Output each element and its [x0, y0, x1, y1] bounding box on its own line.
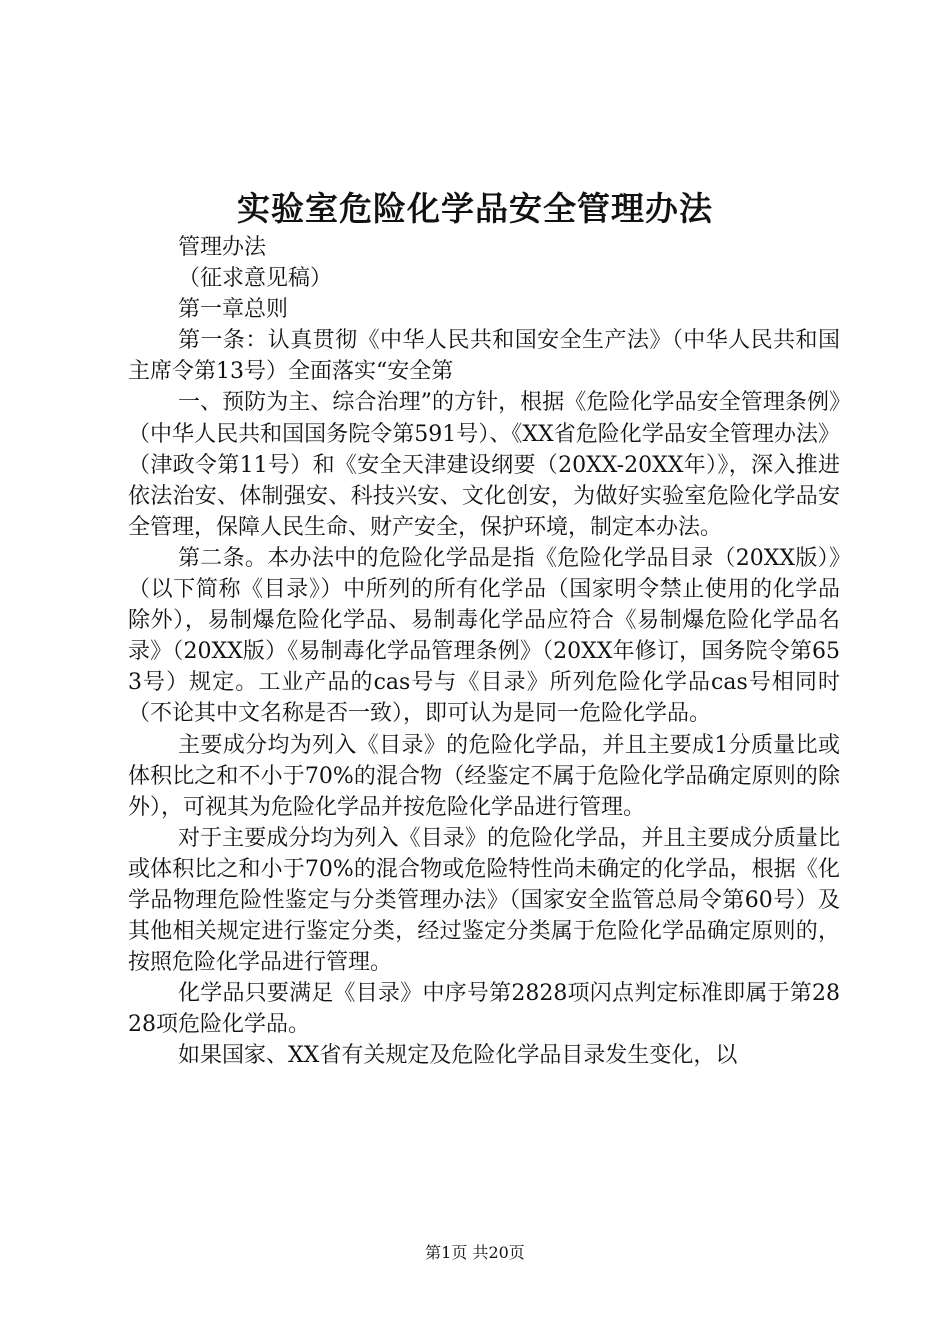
paragraph-flashpoint-rule: 化学品只要满足《目录》中序号第2828项闪点判定标准即属于第2828项危险化学品。 — [128, 981, 840, 1038]
paragraph-draft-note: （征求意见稿） — [178, 266, 333, 292]
document-title: 实验室危险化学品安全管理办法 — [237, 189, 713, 228]
paragraph-article-1-cont: 一、预防为主、综合治理”的方针，根据《危险化学品安全管理条例》（中华人民共和国国务院令第591号）、《XX省危险化学品安全管理办法》（津政令第11号）和《安全天津建设纲要（20XX-20XX年）》，深入推进依法治安、体制强安、科技兴安、文化创安，为做好实验室危险化学品安全管理，保障人民生命、财产安全，保护环境，制定本办法。 — [128, 390, 840, 540]
paragraph-mixture-identification: 对于主要成分均为列入《目录》的危险化学品，并且主要成分质量比或体积比之和小于70%的混合物或危险特性尚未确定的化学品，根据《化学品物理危险性鉴定与分类管理办法》（国家安全监管总局令第60号）及其他相关规定进行鉴定分类，经过鉴定分类属于危险化学品确定原则的，按照危险化学品进行管理。 — [128, 825, 840, 976]
paragraph-article-2: 第二条。本办法中的危险化学品是指《危险化学品目录（20XX版）》（以下简称《目录》）中所列的所有化学品（国家明令禁止使用的化学品除外），易制爆危险化学品、易制毒化学品应符合《易制爆危险化学品名录》（20XX版）《易制毒化学品管理条例》（20XX年修订，国务院令第653号）规定。工业产品的cas号与《目录》所列危险化学品cas号相同时（不论其中文名称是否一致），即可认为是同一危险化学品。 — [128, 545, 840, 727]
paragraph-regulation-change: 如果国家、XX省有关规定及危险化学品目录发生变化，以 — [178, 1043, 738, 1069]
paragraph-article-1: 第一条：认真贯彻《中华人民共和国安全生产法》（中华人民共和国主席令第13号）全面落实“安全第 — [128, 328, 840, 385]
paragraph-heading: 管理办法 — [178, 235, 267, 260]
document-body — [128, 232, 840, 1072]
paragraph-chapter-title: 第一章总则 — [178, 297, 289, 323]
paragraph-mixture-rule: 主要成分均为列入《目录》的危险化学品，并且主要成1分质量比或体积比之和不小于70%的混合物（经鉴定不属于危险化学品确定原则的除外），可视其为危险化学品并按危险化学品进行管理。 — [128, 732, 840, 820]
page-footer: 第1页 共20页 — [425, 1243, 525, 1262]
